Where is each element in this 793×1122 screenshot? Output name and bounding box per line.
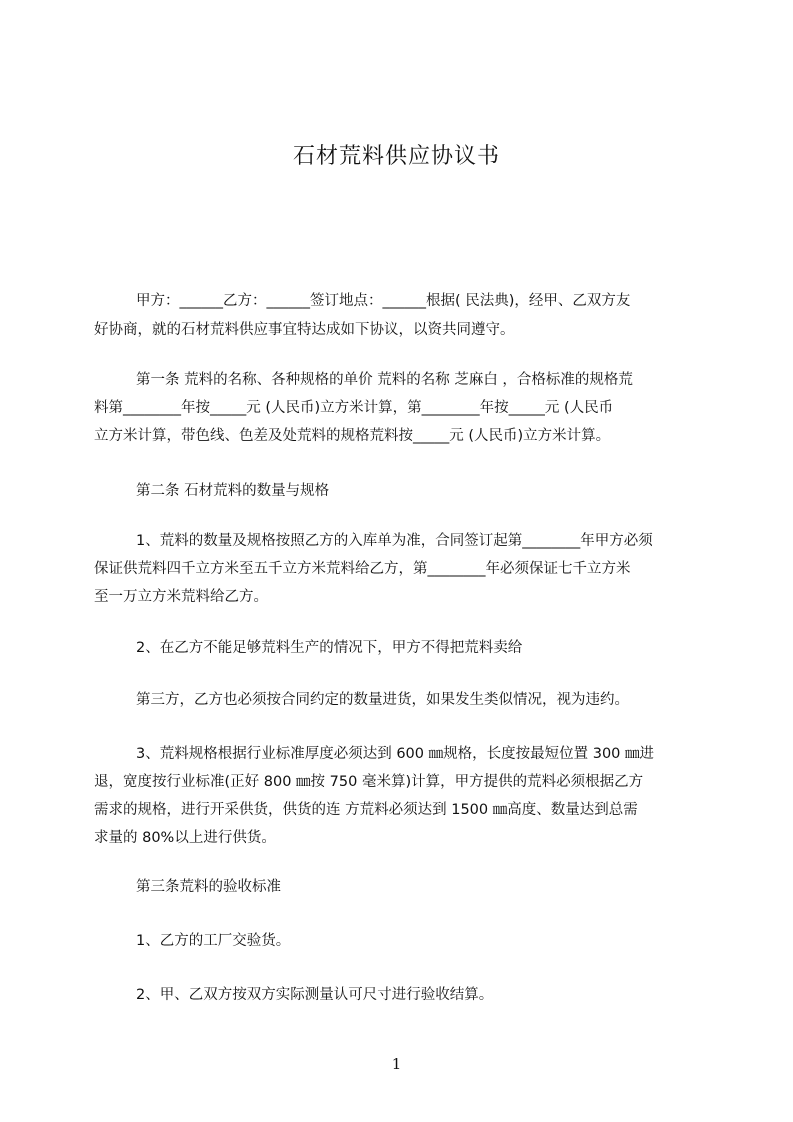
article-3-clause-1: 1、乙方的工厂交验货。: [136, 933, 291, 949]
third-party-line: 第三方，乙方也必须按合同约定的数量进货，如果发生类似情况，视为违约。: [136, 692, 629, 708]
article-1-line-1: 第一条 荒料的名称、各种规格的单价 荒料的名称 芝麻白 ，合格标准的规格荒: [136, 372, 633, 388]
article-3-clause-2: 2、甲、乙双方按双方实际测量认可尺寸进行验收结算。: [136, 987, 494, 1003]
article-2-clause-1-line-2: 保证供荒料四千立方米至五千立方米荒料给乙方，第________年必须保证七千立方米: [94, 561, 631, 577]
article-2-clause-3-line-2: 退，宽度按行业标准(正好 800 ㎜按 750 毫米算)计算，甲方提供的荒料必须根据乙方: [94, 774, 644, 790]
article-2-clause-2: 2、在乙方不能足够荒料生产的情况下，甲方不得把荒料卖给: [136, 640, 523, 656]
article-2-clause-3-line-4: 求量的 80%以上进行供货。: [94, 830, 276, 846]
article-2-clause-3-line-3: 需求的规格，进行开采供货，供货的连 方荒料必须达到 1500 ㎜高度、数量达到总需: [94, 802, 638, 818]
article-3-heading: 第三条荒料的验收标准: [136, 879, 281, 895]
document-title: 石材荒料供应协议书: [292, 144, 500, 169]
article-1-line-3: 立方米计算，带色线、色差及处荒料的规格荒料按_____元 (人民币)立方米计算。: [94, 428, 611, 444]
article-2-heading: 第二条 石材荒料的数量与规格: [136, 483, 330, 499]
preamble-line-1: 甲方：______乙方：______签订地点：______根据( 民法典)，经甲、乙双方友: [136, 293, 631, 309]
article-1-line-2: 料第________年按_____元 (人民币)立方米计算，第________年按_____元 (人民币: [94, 400, 614, 416]
article-2-clause-3-line-1: 3、荒料规格根据行业标准厚度必须达到 600 ㎜规格，长度按最短位置 300 ㎜进: [136, 746, 655, 762]
article-2-clause-1-line-3: 至一万立方米荒料给乙方。: [94, 589, 268, 605]
preamble-line-2: 好协商，就的石材荒料供应事宜特达成如下协议，以资共同遵守。: [94, 322, 515, 338]
page-number: 1: [391, 1055, 402, 1073]
article-2-clause-1-line-1: 1、荒料的数量及规格按照乙方的入库单为准，合同签订起第________年甲方必须: [136, 533, 653, 549]
